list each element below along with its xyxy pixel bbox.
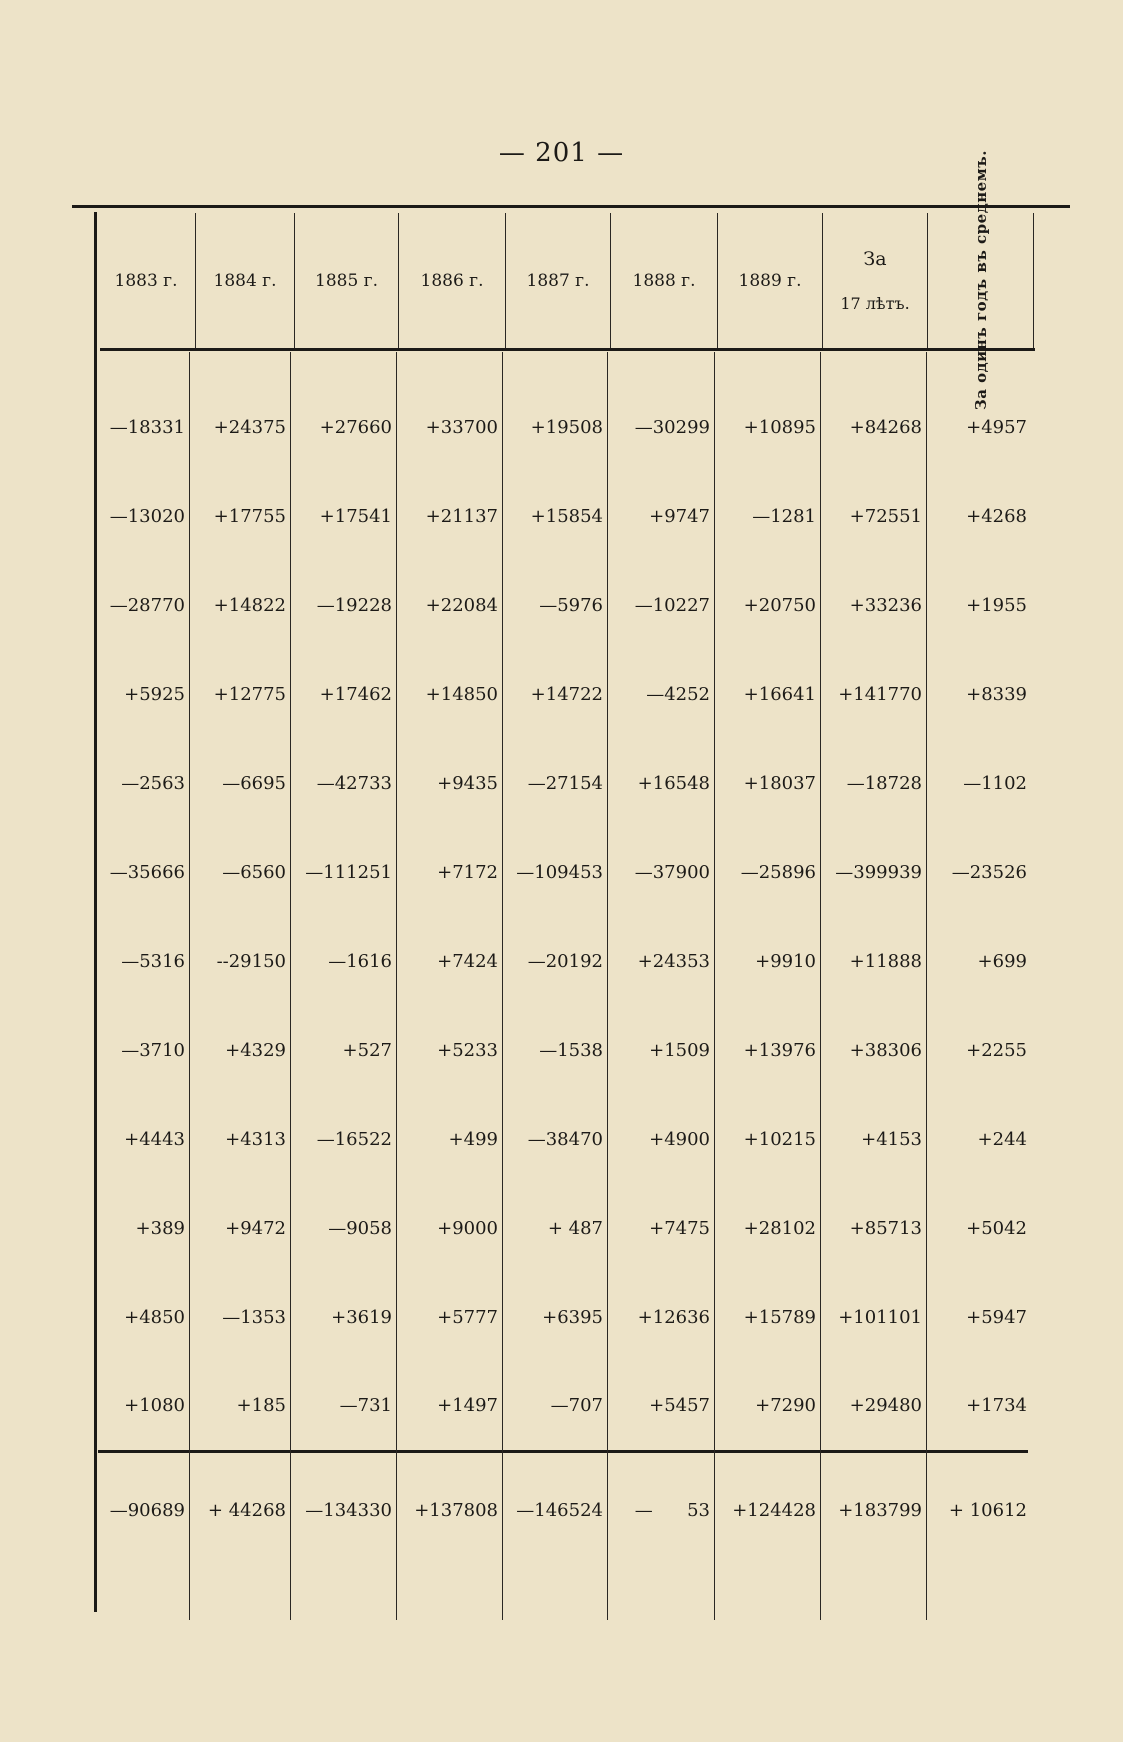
cell: +10215 — [743, 1129, 816, 1150]
header-average-label: За одинъ годъ въ среднемъ. — [971, 150, 990, 411]
cell: +1080 — [124, 1395, 185, 1416]
header-za-label: За — [863, 248, 887, 270]
total-cell: +124428 — [732, 1500, 816, 1521]
cell: +5777 — [437, 1307, 498, 1328]
table-row — [0, 1386, 1123, 1426]
cell: +4957 — [966, 417, 1027, 438]
cell: —16522 — [316, 1129, 392, 1150]
cell: —1102 — [963, 773, 1027, 794]
header-17-years-label: 17 лѣтъ. — [840, 294, 910, 313]
cell: —18331 — [109, 417, 185, 438]
cell: +17755 — [213, 506, 286, 527]
cell: —1353 — [222, 1307, 286, 1328]
cell: —1281 — [752, 506, 816, 527]
cell: +4268 — [966, 506, 1027, 527]
table-row — [0, 764, 1123, 804]
cell: +6395 — [542, 1307, 603, 1328]
cell: —18728 — [846, 773, 922, 794]
cell: +7290 — [755, 1395, 816, 1416]
cell: —42733 — [316, 773, 392, 794]
cell: +14850 — [425, 684, 498, 705]
header-1889: 1889 г. — [738, 270, 802, 291]
column-divider — [290, 352, 291, 1620]
cell: —6695 — [222, 773, 286, 794]
cell: +17462 — [319, 684, 392, 705]
table-row — [0, 942, 1123, 982]
cell: +24375 — [213, 417, 286, 438]
cell: +9910 — [755, 951, 816, 972]
cell: —399939 — [835, 862, 922, 883]
cell: +1734 — [966, 1395, 1027, 1416]
cell: +7475 — [649, 1218, 710, 1239]
cell: +33700 — [425, 417, 498, 438]
cell: +85713 — [849, 1218, 922, 1239]
cell: +4900 — [649, 1129, 710, 1150]
cell: +141770 — [838, 684, 922, 705]
cell: +7172 — [437, 862, 498, 883]
cell: —27154 — [527, 773, 603, 794]
cell: +4443 — [124, 1129, 185, 1150]
header-average — [928, 150, 1033, 411]
header-1887: 1887 г. — [526, 270, 590, 291]
cell: +9000 — [437, 1218, 498, 1239]
cell: + 487 — [547, 1218, 603, 1239]
totals-row — [0, 1491, 1123, 1531]
cell: +11888 — [849, 951, 922, 972]
total-cell: —134330 — [305, 1500, 392, 1521]
cell: +9747 — [649, 506, 710, 527]
total-cell: — 53 — [634, 1500, 710, 1521]
header-1885: 1885 г. — [315, 270, 378, 291]
cell: +22084 — [425, 595, 498, 616]
table-row — [0, 1298, 1123, 1338]
cell: —109453 — [516, 862, 603, 883]
cell: +4153 — [861, 1129, 922, 1150]
table-row — [0, 586, 1123, 626]
total-cell: + 10612 — [948, 1500, 1027, 1521]
cell: —1616 — [328, 951, 392, 972]
cell: +101101 — [838, 1307, 922, 1328]
cell: —9058 — [328, 1218, 392, 1239]
table-row — [0, 408, 1123, 448]
cell: +15854 — [530, 506, 603, 527]
cell: +18037 — [743, 773, 816, 794]
cell: +27660 — [319, 417, 392, 438]
cell: +5947 — [966, 1307, 1027, 1328]
cell: +16548 — [637, 773, 710, 794]
cell: —6560 — [222, 862, 286, 883]
table-row — [0, 1031, 1123, 1071]
column-divider — [1033, 213, 1034, 348]
cell: +4313 — [225, 1129, 286, 1150]
cell: +16641 — [743, 684, 816, 705]
cell: +5042 — [966, 1218, 1027, 1239]
cell: —13020 — [109, 506, 185, 527]
column-divider — [820, 352, 821, 1620]
table-row — [0, 1209, 1123, 1249]
cell: +244 — [977, 1129, 1027, 1150]
cell: +5457 — [649, 1395, 710, 1416]
cell: +7424 — [437, 951, 498, 972]
cell: --29150 — [216, 951, 286, 972]
total-cell: + 44268 — [207, 1500, 286, 1521]
cell: +8339 — [966, 684, 1027, 705]
top-rule — [72, 205, 1070, 208]
cell: +185 — [236, 1395, 286, 1416]
column-divider — [189, 352, 190, 1620]
cell: +12636 — [637, 1307, 710, 1328]
cell: —731 — [339, 1395, 392, 1416]
cell: —5316 — [121, 951, 185, 972]
table-row — [0, 497, 1123, 537]
cell: +29480 — [849, 1395, 922, 1416]
cell: +33236 — [849, 595, 922, 616]
cell: +4850 — [124, 1307, 185, 1328]
cell: +84268 — [849, 417, 922, 438]
cell: +24353 — [637, 951, 710, 972]
cell: +5925 — [124, 684, 185, 705]
column-divider — [714, 352, 715, 1620]
cell: +19508 — [530, 417, 603, 438]
page-number: — 201 — — [498, 138, 625, 168]
cell: —37900 — [634, 862, 710, 883]
cell: +9435 — [437, 773, 498, 794]
table-row — [0, 1120, 1123, 1160]
total-rule — [98, 1450, 1028, 1453]
header-1888: 1888 г. — [632, 270, 696, 291]
table-row — [0, 675, 1123, 715]
cell: +20750 — [743, 595, 816, 616]
cell: +699 — [977, 951, 1027, 972]
cell: +3619 — [331, 1307, 392, 1328]
cell: +4329 — [225, 1040, 286, 1061]
cell: +1509 — [649, 1040, 710, 1061]
cell: +15789 — [743, 1307, 816, 1328]
cell: —5976 — [539, 595, 603, 616]
cell: —1538 — [539, 1040, 603, 1061]
cell: —30299 — [634, 417, 710, 438]
cell: +14822 — [213, 595, 286, 616]
cell: +13976 — [743, 1040, 816, 1061]
cell: +72551 — [849, 506, 922, 527]
total-cell: —90689 — [109, 1500, 185, 1521]
header-rule — [100, 348, 1035, 351]
total-cell: +137808 — [414, 1500, 498, 1521]
header-17-years — [823, 213, 927, 348]
cell: —111251 — [305, 862, 392, 883]
total-cell: —146524 — [516, 1500, 603, 1521]
cell: —2563 — [121, 773, 185, 794]
cell: —4252 — [646, 684, 710, 705]
cell: —38470 — [527, 1129, 603, 1150]
cell: +2255 — [966, 1040, 1027, 1061]
total-cell: +183799 — [838, 1500, 922, 1521]
column-divider — [607, 352, 608, 1620]
cell: +9472 — [225, 1218, 286, 1239]
cell: +1497 — [437, 1395, 498, 1416]
header-1884: 1884 г. — [213, 270, 277, 291]
cell: +527 — [342, 1040, 392, 1061]
cell: +17541 — [319, 506, 392, 527]
cell: +10895 — [743, 417, 816, 438]
cell: +12775 — [213, 684, 286, 705]
cell: +38306 — [849, 1040, 922, 1061]
table-row — [0, 853, 1123, 893]
cell: —3710 — [121, 1040, 185, 1061]
cell: —25896 — [740, 862, 816, 883]
cell: —19228 — [316, 595, 392, 616]
column-divider — [926, 352, 927, 1620]
header-1886: 1886 г. — [420, 270, 484, 291]
cell: —28770 — [109, 595, 185, 616]
cell: —707 — [550, 1395, 603, 1416]
cell: —23526 — [951, 862, 1027, 883]
cell: —35666 — [109, 862, 185, 883]
cell: —20192 — [527, 951, 603, 972]
cell: +5233 — [437, 1040, 498, 1061]
cell: +21137 — [425, 506, 498, 527]
column-divider — [396, 352, 397, 1620]
cell: +499 — [448, 1129, 498, 1150]
column-divider — [502, 352, 503, 1620]
cell: +389 — [135, 1218, 185, 1239]
cell: +28102 — [743, 1218, 816, 1239]
cell: +14722 — [530, 684, 603, 705]
cell: —10227 — [634, 595, 710, 616]
header-1883: 1883 г. — [114, 270, 178, 291]
cell: +1955 — [966, 595, 1027, 616]
